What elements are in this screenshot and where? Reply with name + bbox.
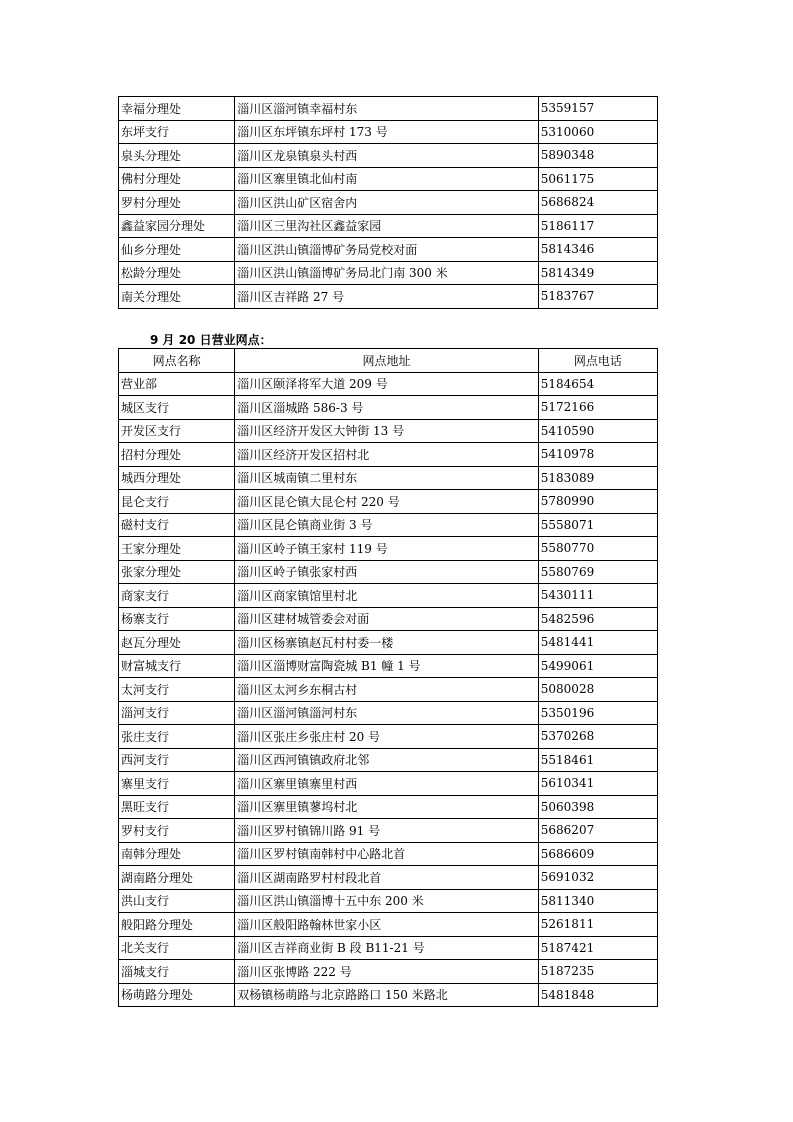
branch-address-cell: 淄川区西河镇镇政府北邻 — [235, 748, 539, 772]
table-row — [119, 678, 658, 702]
branch-phone-cell: 5183767 — [538, 285, 657, 309]
header-branch-address: 网点地址 — [235, 349, 539, 373]
branch-name-cell: 黑旺支行 — [119, 795, 235, 819]
branch-phone-cell: 5610341 — [538, 772, 657, 796]
branch-phone-cell: 5580769 — [538, 560, 657, 584]
branch-address-cell: 淄川区商家镇馆里村北 — [235, 584, 539, 608]
branch-table-sep20 — [118, 348, 658, 1007]
branch-address-cell: 淄川区昆仑镇大昆仑村 220 号 — [235, 490, 539, 514]
branch-name-cell: 仙乡分理处 — [119, 238, 235, 262]
table-row — [119, 631, 658, 655]
table-row — [119, 214, 658, 238]
branch-address-cell: 淄川区淄城路 586-3 号 — [235, 396, 539, 420]
table-row — [119, 396, 658, 420]
branch-name-cell: 般阳路分理处 — [119, 913, 235, 937]
branch-name-cell: 南关分理处 — [119, 285, 235, 309]
branch-name-cell: 淄城支行 — [119, 960, 235, 984]
branch-phone-cell: 5558071 — [538, 513, 657, 537]
table-row — [119, 238, 658, 262]
table-row — [119, 261, 658, 285]
branch-name-cell: 寨里支行 — [119, 772, 235, 796]
branch-name-cell: 杨寨支行 — [119, 607, 235, 631]
branch-phone-cell: 5481441 — [538, 631, 657, 655]
branch-name-cell: 松龄分理处 — [119, 261, 235, 285]
table-row — [119, 607, 658, 631]
table-row — [119, 701, 658, 725]
table-row — [119, 513, 658, 537]
branch-address-cell: 淄川区湖南路罗村村段北首 — [235, 866, 539, 890]
branch-phone-cell: 5261811 — [538, 913, 657, 937]
table-row — [119, 191, 658, 215]
table-row — [119, 913, 658, 937]
table-row — [119, 654, 658, 678]
branch-address-cell: 淄川区岭子镇王家村 119 号 — [235, 537, 539, 561]
branch-name-cell: 幸福分理处 — [119, 97, 235, 121]
branch-name-cell: 洪山支行 — [119, 889, 235, 913]
table-row — [119, 772, 658, 796]
branch-phone-cell: 5172166 — [538, 396, 657, 420]
branch-phone-cell: 5350196 — [538, 701, 657, 725]
table-row — [119, 372, 658, 396]
branch-address-cell: 淄川区岭子镇张家村西 — [235, 560, 539, 584]
branch-name-cell: 鑫益家园分理处 — [119, 214, 235, 238]
branch-phone-cell: 5184654 — [538, 372, 657, 396]
branch-table-sep20-body — [119, 372, 658, 1007]
branch-name-cell: 张家分理处 — [119, 560, 235, 584]
branch-name-cell: 王家分理处 — [119, 537, 235, 561]
branch-phone-cell: 5499061 — [538, 654, 657, 678]
branch-phone-cell: 5410590 — [538, 419, 657, 443]
table-row — [119, 842, 658, 866]
branch-phone-cell: 5814349 — [538, 261, 657, 285]
table-row — [119, 285, 658, 309]
branch-address-cell: 淄川区吉祥路 27 号 — [235, 285, 539, 309]
table-row — [119, 795, 658, 819]
branch-name-cell: 南韩分理处 — [119, 842, 235, 866]
branch-address-cell: 淄川区淄河镇淄河村东 — [235, 701, 539, 725]
table-row — [119, 819, 658, 843]
branch-name-cell: 赵瓦分理处 — [119, 631, 235, 655]
branch-name-cell: 城西分理处 — [119, 466, 235, 490]
branch-address-cell: 淄川区洪山镇淄博矿务局党校对面 — [235, 238, 539, 262]
table-row — [119, 144, 658, 168]
branch-address-cell: 双杨镇杨萌路与北京路路口 150 米路北 — [235, 983, 539, 1007]
branch-phone-cell: 5187421 — [538, 936, 657, 960]
branch-phone-cell: 5814346 — [538, 238, 657, 262]
branch-address-cell: 淄川区寨里镇寨里村西 — [235, 772, 539, 796]
branch-address-cell: 淄川区三里沟社区鑫益家园 — [235, 214, 539, 238]
table-row — [119, 866, 658, 890]
branch-address-cell: 淄川区张庄乡张庄村 20 号 — [235, 725, 539, 749]
branch-phone-cell: 5518461 — [538, 748, 657, 772]
branch-name-cell: 罗村分理处 — [119, 191, 235, 215]
branch-address-cell: 淄川区太河乡东桐古村 — [235, 678, 539, 702]
branch-address-cell: 淄川区罗村镇锦川路 91 号 — [235, 819, 539, 843]
branch-phone-cell: 5686824 — [538, 191, 657, 215]
branch-address-cell: 淄川区昆仑镇商业街 3 号 — [235, 513, 539, 537]
table-row — [119, 490, 658, 514]
branch-table-continued — [118, 96, 658, 309]
branch-phone-cell: 5482596 — [538, 607, 657, 631]
branch-name-cell: 佛村分理处 — [119, 167, 235, 191]
branch-address-cell: 淄川区张博路 222 号 — [235, 960, 539, 984]
table-header-row — [119, 349, 658, 373]
table-row — [119, 443, 658, 467]
branch-address-cell: 淄川区洪山镇淄博十五中东 200 米 — [235, 889, 539, 913]
branch-phone-cell: 5359157 — [538, 97, 657, 121]
branch-name-cell: 杨萌路分理处 — [119, 983, 235, 1007]
branch-phone-cell: 5691032 — [538, 866, 657, 890]
branch-name-cell: 淄河支行 — [119, 701, 235, 725]
table-row — [119, 560, 658, 584]
branch-address-cell: 淄川区洪山矿区宿舍内 — [235, 191, 539, 215]
branch-phone-cell: 5410978 — [538, 443, 657, 467]
branch-name-cell: 营业部 — [119, 372, 235, 396]
branch-name-cell: 北关支行 — [119, 936, 235, 960]
branch-address-cell: 淄川区寨里镇北仙村南 — [235, 167, 539, 191]
branch-address-cell: 淄川区建材城管委会对面 — [235, 607, 539, 631]
branch-address-cell: 淄川区颐泽将军大道 209 号 — [235, 372, 539, 396]
table-row — [119, 936, 658, 960]
branch-name-cell: 磁村支行 — [119, 513, 235, 537]
branch-phone-cell: 5183089 — [538, 466, 657, 490]
table-row — [119, 419, 658, 443]
branch-table-continued-body — [119, 97, 658, 309]
branch-phone-cell: 5186117 — [538, 214, 657, 238]
branch-address-cell: 淄川区东坪镇东坪村 173 号 — [235, 120, 539, 144]
branch-name-cell: 昆仑支行 — [119, 490, 235, 514]
header-branch-phone: 网点电话 — [538, 349, 657, 373]
branch-address-cell: 淄川区洪山镇淄博矿务局北门南 300 米 — [235, 261, 539, 285]
branch-phone-cell: 5430111 — [538, 584, 657, 608]
table-row — [119, 466, 658, 490]
branch-name-cell: 开发区支行 — [119, 419, 235, 443]
branch-phone-cell: 5310060 — [538, 120, 657, 144]
table-row — [119, 983, 658, 1007]
table-row — [119, 725, 658, 749]
branch-phone-cell: 5890348 — [538, 144, 657, 168]
branch-phone-cell: 5580770 — [538, 537, 657, 561]
table-row — [119, 748, 658, 772]
branch-phone-cell: 5060398 — [538, 795, 657, 819]
branch-phone-cell: 5080028 — [538, 678, 657, 702]
table-row — [119, 889, 658, 913]
branch-name-cell: 罗村支行 — [119, 819, 235, 843]
branch-address-cell: 淄川区罗村镇南韩村中心路北首 — [235, 842, 539, 866]
branch-name-cell: 张庄支行 — [119, 725, 235, 749]
branch-address-cell: 淄川区寨里镇蓼坞村北 — [235, 795, 539, 819]
table-row — [119, 120, 658, 144]
table-row — [119, 167, 658, 191]
branch-address-cell: 淄川区龙泉镇泉头村西 — [235, 144, 539, 168]
branch-address-cell: 淄川区经济开发区大钟街 13 号 — [235, 419, 539, 443]
branch-phone-cell: 5780990 — [538, 490, 657, 514]
branch-address-cell: 淄川区淄河镇幸福村东 — [235, 97, 539, 121]
branch-name-cell: 城区支行 — [119, 396, 235, 420]
branch-address-cell: 淄川区城南镇二里村东 — [235, 466, 539, 490]
branch-name-cell: 东坪支行 — [119, 120, 235, 144]
section-heading-sep20: 9 月 20 日营业网点： — [150, 333, 272, 347]
branch-phone-cell: 5061175 — [538, 167, 657, 191]
table-row — [119, 584, 658, 608]
branch-phone-cell: 5481848 — [538, 983, 657, 1007]
branch-phone-cell: 5811340 — [538, 889, 657, 913]
branch-name-cell: 商家支行 — [119, 584, 235, 608]
header-branch-name: 网点名称 — [119, 349, 235, 373]
branch-name-cell: 财富城支行 — [119, 654, 235, 678]
branch-phone-cell: 5686609 — [538, 842, 657, 866]
table-row — [119, 537, 658, 561]
branch-address-cell: 淄川区杨寨镇赵瓦村村委一楼 — [235, 631, 539, 655]
branch-name-cell: 泉头分理处 — [119, 144, 235, 168]
table-row — [119, 960, 658, 984]
branch-phone-cell: 5370268 — [538, 725, 657, 749]
table-row — [119, 97, 658, 121]
branch-name-cell: 西河支行 — [119, 748, 235, 772]
branch-name-cell: 招村分理处 — [119, 443, 235, 467]
branch-address-cell: 淄川区般阳路翰林世家小区 — [235, 913, 539, 937]
branch-name-cell: 湖南路分理处 — [119, 866, 235, 890]
branch-phone-cell: 5187235 — [538, 960, 657, 984]
branch-phone-cell: 5686207 — [538, 819, 657, 843]
branch-address-cell: 淄川区经济开发区招村北 — [235, 443, 539, 467]
branch-name-cell: 太河支行 — [119, 678, 235, 702]
branch-address-cell: 淄川区淄博财富陶瓷城 B1 幢 1 号 — [235, 654, 539, 678]
branch-address-cell: 淄川区吉祥商业街 B 段 B11-21 号 — [235, 936, 539, 960]
